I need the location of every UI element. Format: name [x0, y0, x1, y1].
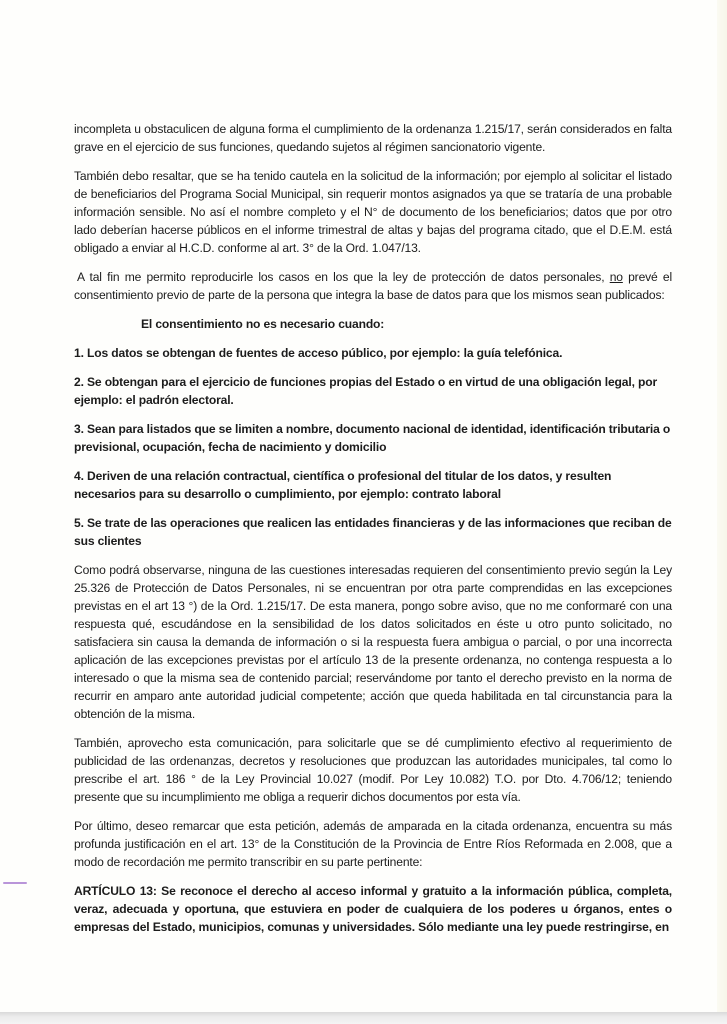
paragraph-constitution: Por último, deseo remarcar que esta petición, además de amparada en la citada ordenanza, encuentra su más profunda justificación en el art. 13° de la Constitución de la Provincia de Entre Ríos Reformada en 2.008, que a modo de recordación me permito transcribir en su parte pertinente: — [74, 819, 672, 869]
page-edge-shadow — [717, 0, 727, 1012]
paragraph-consent-intro — [74, 268, 672, 304]
list-item: 5. Se trate de las operaciones que realicen las entidades financieras y de las informaciones que reciban de sus clientes — [74, 516, 672, 548]
list-item: 1. Los datos se obtengan de fuentes de acceso público, por ejemplo: la guía telefónica. — [74, 346, 563, 360]
paragraph-sanctions: incompleta u obstaculicen de alguna forma el cumplimiento de la ordenanza 1.215/17, serán considerados en falta grave en el ejercicio de sus funciones, quedando sujetos al régimen sancionatorio vigente. — [74, 122, 672, 154]
document-body — [74, 120, 672, 947]
list-item: 4. Deriven de una relación contractual, científica o profesional del titular de los datos, y resulten necesarios para su desarrollo o cumplimiento, por ejemplo: contrato laboral — [74, 469, 612, 501]
list-heading: El consentimiento no es necesario cuando: — [141, 317, 385, 331]
ink-margin-mark — [3, 882, 27, 884]
paragraph-warning: Como podrá observarse, ninguna de las cuestiones interesadas requieren del consentimiento previo según la Ley 25.326 de Protección de Datos Personales, ni se encuentran por otra parte comprendidas en las excepciones previstas en el art 13 °) de la Ord. 1.215/17. De esta manera, pongo sobre aviso, que no me conformaré con una respuesta qué, escudándose en la sensibilidad de los datos solicitados en éste u otro punto solicitado, no satisfaciera sin causa la demanda de información o si la respuesta fuera ambigua o parcial, o por una incorrecta aplicación de las excepciones previstas por el artículo 13 de la presente ordenanza, no contenga respuesta a lo interesado o que la misma sea de contenido parcial; reservándome por tanto el derecho previsto en la norma de recurrir en amparo ante autoridad judicial competente; acción que queda habilitada en tal circunstancia para la obtención de la misma. — [74, 563, 672, 721]
paragraph-caution: También debo resaltar, que se ha tenido cautela en la solicitud de la información; por ejemplo al solicitar el listado de beneficiarios del Programa Social Municipal, sin requerir montos asignados ya que se trataría de una probable información sensible. No así el nombre completo y el N° de documento de los beneficiarios; datos que por otro lado deberían hacerse públicos en el informe trimestral de altas y bajas del programa citado, que el D.E.M. está obligado a enviar al H.C.D. conforme al art. 3° de la Ord. 1.047/13. — [74, 169, 672, 255]
list-item: 2. Se obtengan para el ejercicio de funciones propias del Estado o en virtud de una obligación legal, por ejemplo: el padrón electoral. — [74, 375, 658, 407]
consent-intro-text: A tal fin me permito reproducirle los casos en los que la ley de protección de datos personales, — [77, 270, 610, 284]
consent-intro-text-end: prevé el consentimiento previo de parte de la persona que integra la base de datos para que los mismos sean publicados: — [74, 270, 672, 302]
article-13-quote: ARTÍCULO 13: Se reconoce el derecho al acceso informal y gratuito a la información pública, completa, veraz, adecuada y oportuna, que estuviera en poder de cualquiera de los poderes u órganos, entes o empresas del Estado, municipios, comunas y universidades. Sólo mediante una ley puede restringirse, en — [74, 884, 672, 934]
list-item: 3. Sean para listados que se limiten a nombre, documento nacional de identidad, identificación tributaria o previsional, ocupación, fecha de nacimiento y domicilio — [74, 422, 671, 454]
paragraph-publicity: También, aprovecho esta comunicación, para solicitarle que se dé cumplimiento efectivo al requerimiento de publicidad de las ordenanzas, decretos y resoluciones que produzcan las autoridades municipales, tal como lo prescribe el art. 186 ° de la Ley Provincial 10.027 (modif. Por Ley 10.082) T.O. por Dto. 4.706/12; teniendo presente que su incumplimiento me obliga a requerir dichos documentos por esta vía. — [74, 736, 672, 804]
underlined-no: no — [609, 270, 623, 284]
page-bottom-edge — [0, 1012, 727, 1024]
